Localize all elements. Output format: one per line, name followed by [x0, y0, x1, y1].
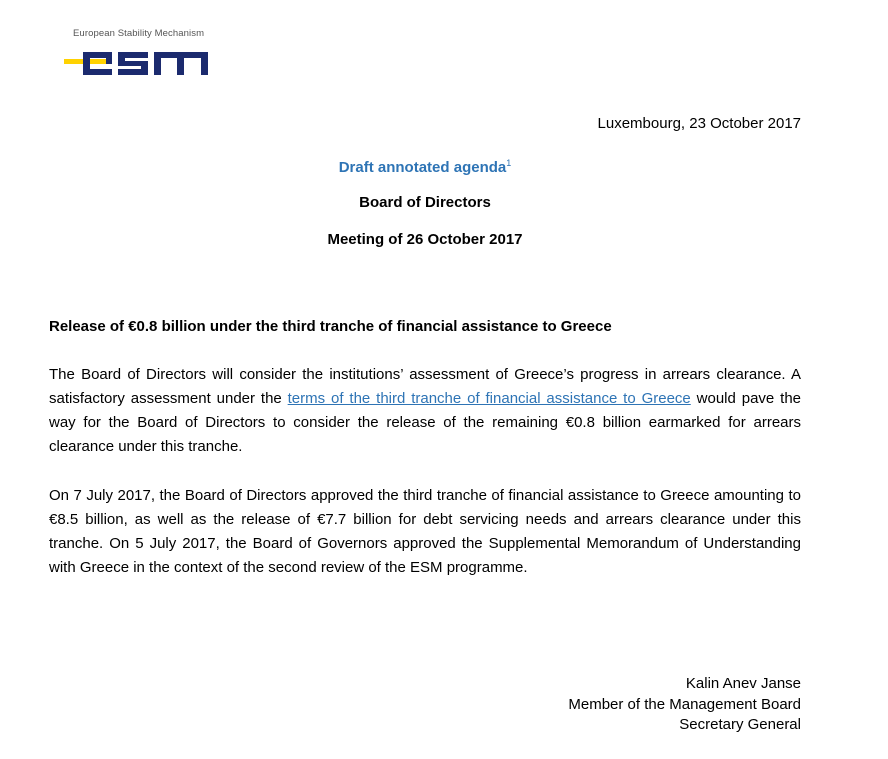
agenda-title [0, 159, 850, 176]
section-heading: Release of €0.8 billion under the third tranche of financial assistance to Greece [49, 318, 612, 335]
signature-block [568, 674, 801, 736]
esm-wordmark-icon [64, 44, 214, 80]
location-date: Luxembourg, 23 October 2017 [597, 115, 801, 132]
paragraph-approval: On 7 July 2017, the Board of Directors approved the third tranche of financial assistance to Greece amounting to €8.5 billion, as well as the release of €7.7 billion for debt servicing needs and arrears clearance under this tranche. On 5 July 2017, the Board of Governors approved the Supplemental Memorandum of Understanding with Greece in the context of the second review of the ESM programme. [49, 487, 801, 576]
esm-logo [64, 26, 214, 82]
signatory-title: Secretary General [679, 716, 801, 733]
paragraph-text: would pave the way for the Board of Directors to consider the release of the remaining €0.8 billion earmarked for arrears clearance under this tranche. [49, 390, 801, 455]
paragraph-text: The Board of Directors will consider the institutions’ assessment of Greece’s progress in arrears clearance. A satisfactory assessment under the [49, 366, 801, 407]
meeting-date: Meeting of 26 October 2017 [327, 231, 523, 248]
signatory-name: Kalin Anev Janse [685, 675, 801, 692]
tranche-terms-link[interactable]: terms of the third tranche of financial assistance to Greece [287, 390, 691, 407]
logo-tagline: European Stability Mechanism [73, 28, 205, 39]
board-name: Board of Directors [359, 194, 491, 211]
footnote-marker[interactable]: 1 [506, 158, 512, 168]
signatory-role: Member of the Management Board [568, 695, 801, 713]
paragraph-assessment [49, 363, 801, 459]
agenda-title-text: Draft annotated agenda [338, 159, 507, 176]
